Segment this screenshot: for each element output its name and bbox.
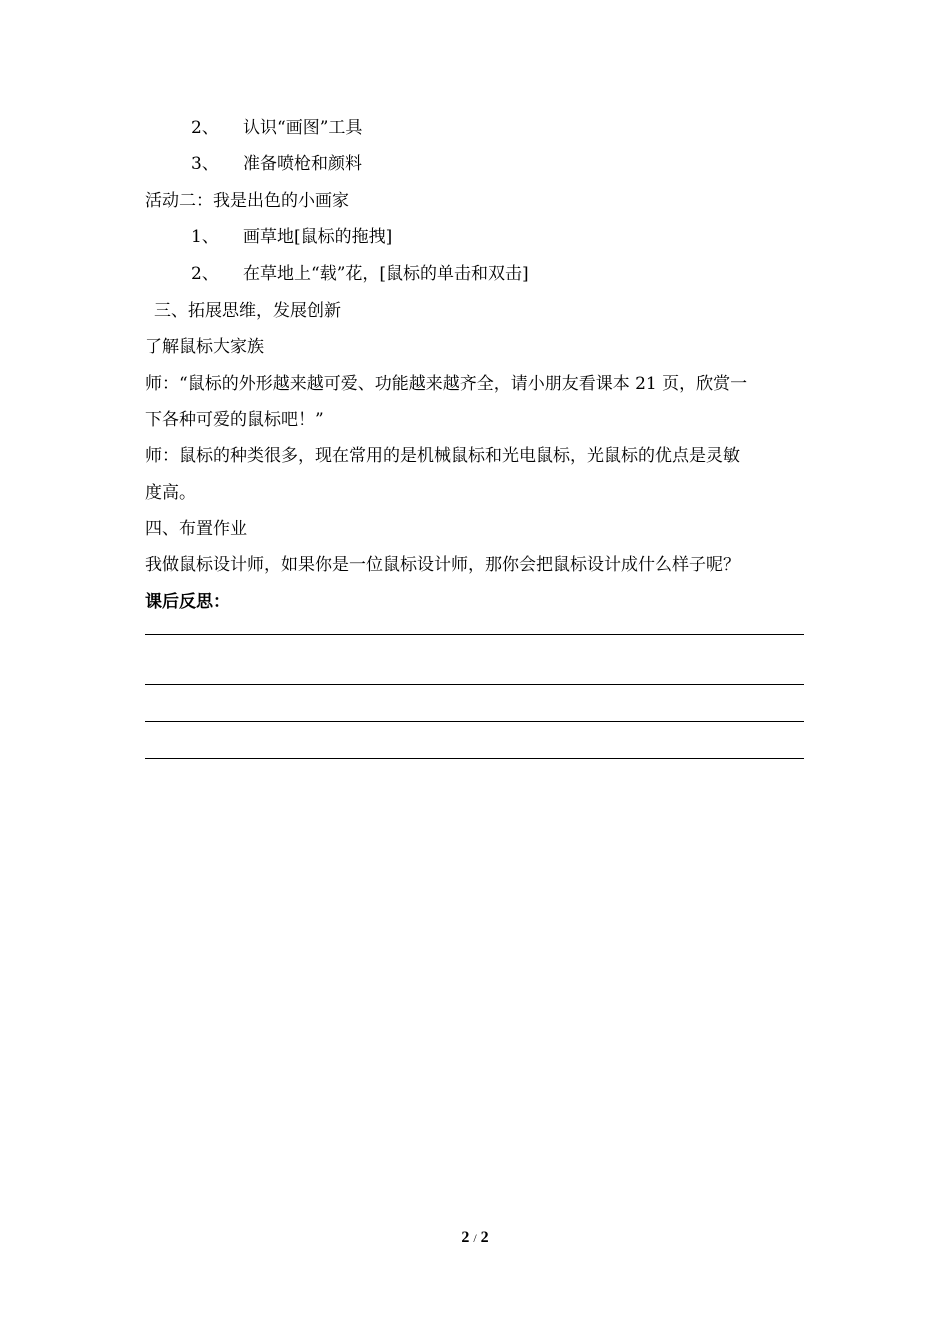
- list-item-text: 画草地[鼠标的拖拽]: [243, 227, 393, 247]
- list-item-number: 2、: [191, 264, 219, 284]
- list-item-text: 准备喷枪和颜料: [243, 154, 362, 174]
- list-item-text: 认识“画图”工具: [243, 118, 363, 138]
- page-total: 2: [480, 1229, 489, 1246]
- teacher-quote-2-line-2: 度高。: [145, 483, 196, 503]
- activity-2-heading: 活动二：我是出色的小画家: [145, 191, 349, 211]
- mouse-family-line: 了解鼠标大家族: [145, 337, 264, 357]
- list-item-number: 1、: [191, 227, 219, 247]
- list-item-2: [191, 117, 362, 139]
- reflection-line-1: [145, 634, 804, 635]
- list-item-text: 在草地上“载”花，[鼠标的单击和双击]: [243, 264, 529, 284]
- section-3-heading: 三、拓展思维，发展创新: [154, 301, 341, 321]
- reflection-line-3: [145, 721, 804, 722]
- reflection-line-2: [145, 684, 804, 685]
- teacher-quote-2-line-1: 师：鼠标的种类很多，现在常用的是机械鼠标和光电鼠标，光鼠标的优点是灵敏: [145, 446, 740, 466]
- homework-text: 我做鼠标设计师，如果你是一位鼠标设计师，那你会把鼠标设计成什么样子呢？: [145, 555, 740, 575]
- teacher-quote-1-line-2: 下各种可爱的鼠标吧！”: [145, 410, 324, 430]
- page-number: [0, 1229, 950, 1247]
- teacher-quote-1-line-1: 师：“鼠标的外形越来越可爱、功能越来越齐全，请小朋友看课本 21 页，欣赏一: [145, 374, 748, 394]
- page-current: 2: [461, 1229, 470, 1246]
- list-item-number: 2、: [191, 118, 219, 138]
- list-item-3: [191, 153, 362, 175]
- sub-item-1: [191, 226, 392, 248]
- sub-item-2: [191, 263, 529, 285]
- section-4-heading: 四、布置作业: [145, 519, 247, 539]
- list-item-number: 3、: [191, 154, 219, 174]
- reflection-line-4: [145, 758, 804, 759]
- page-separator: /: [473, 1231, 477, 1245]
- reflection-heading: 课后反思：: [145, 592, 230, 612]
